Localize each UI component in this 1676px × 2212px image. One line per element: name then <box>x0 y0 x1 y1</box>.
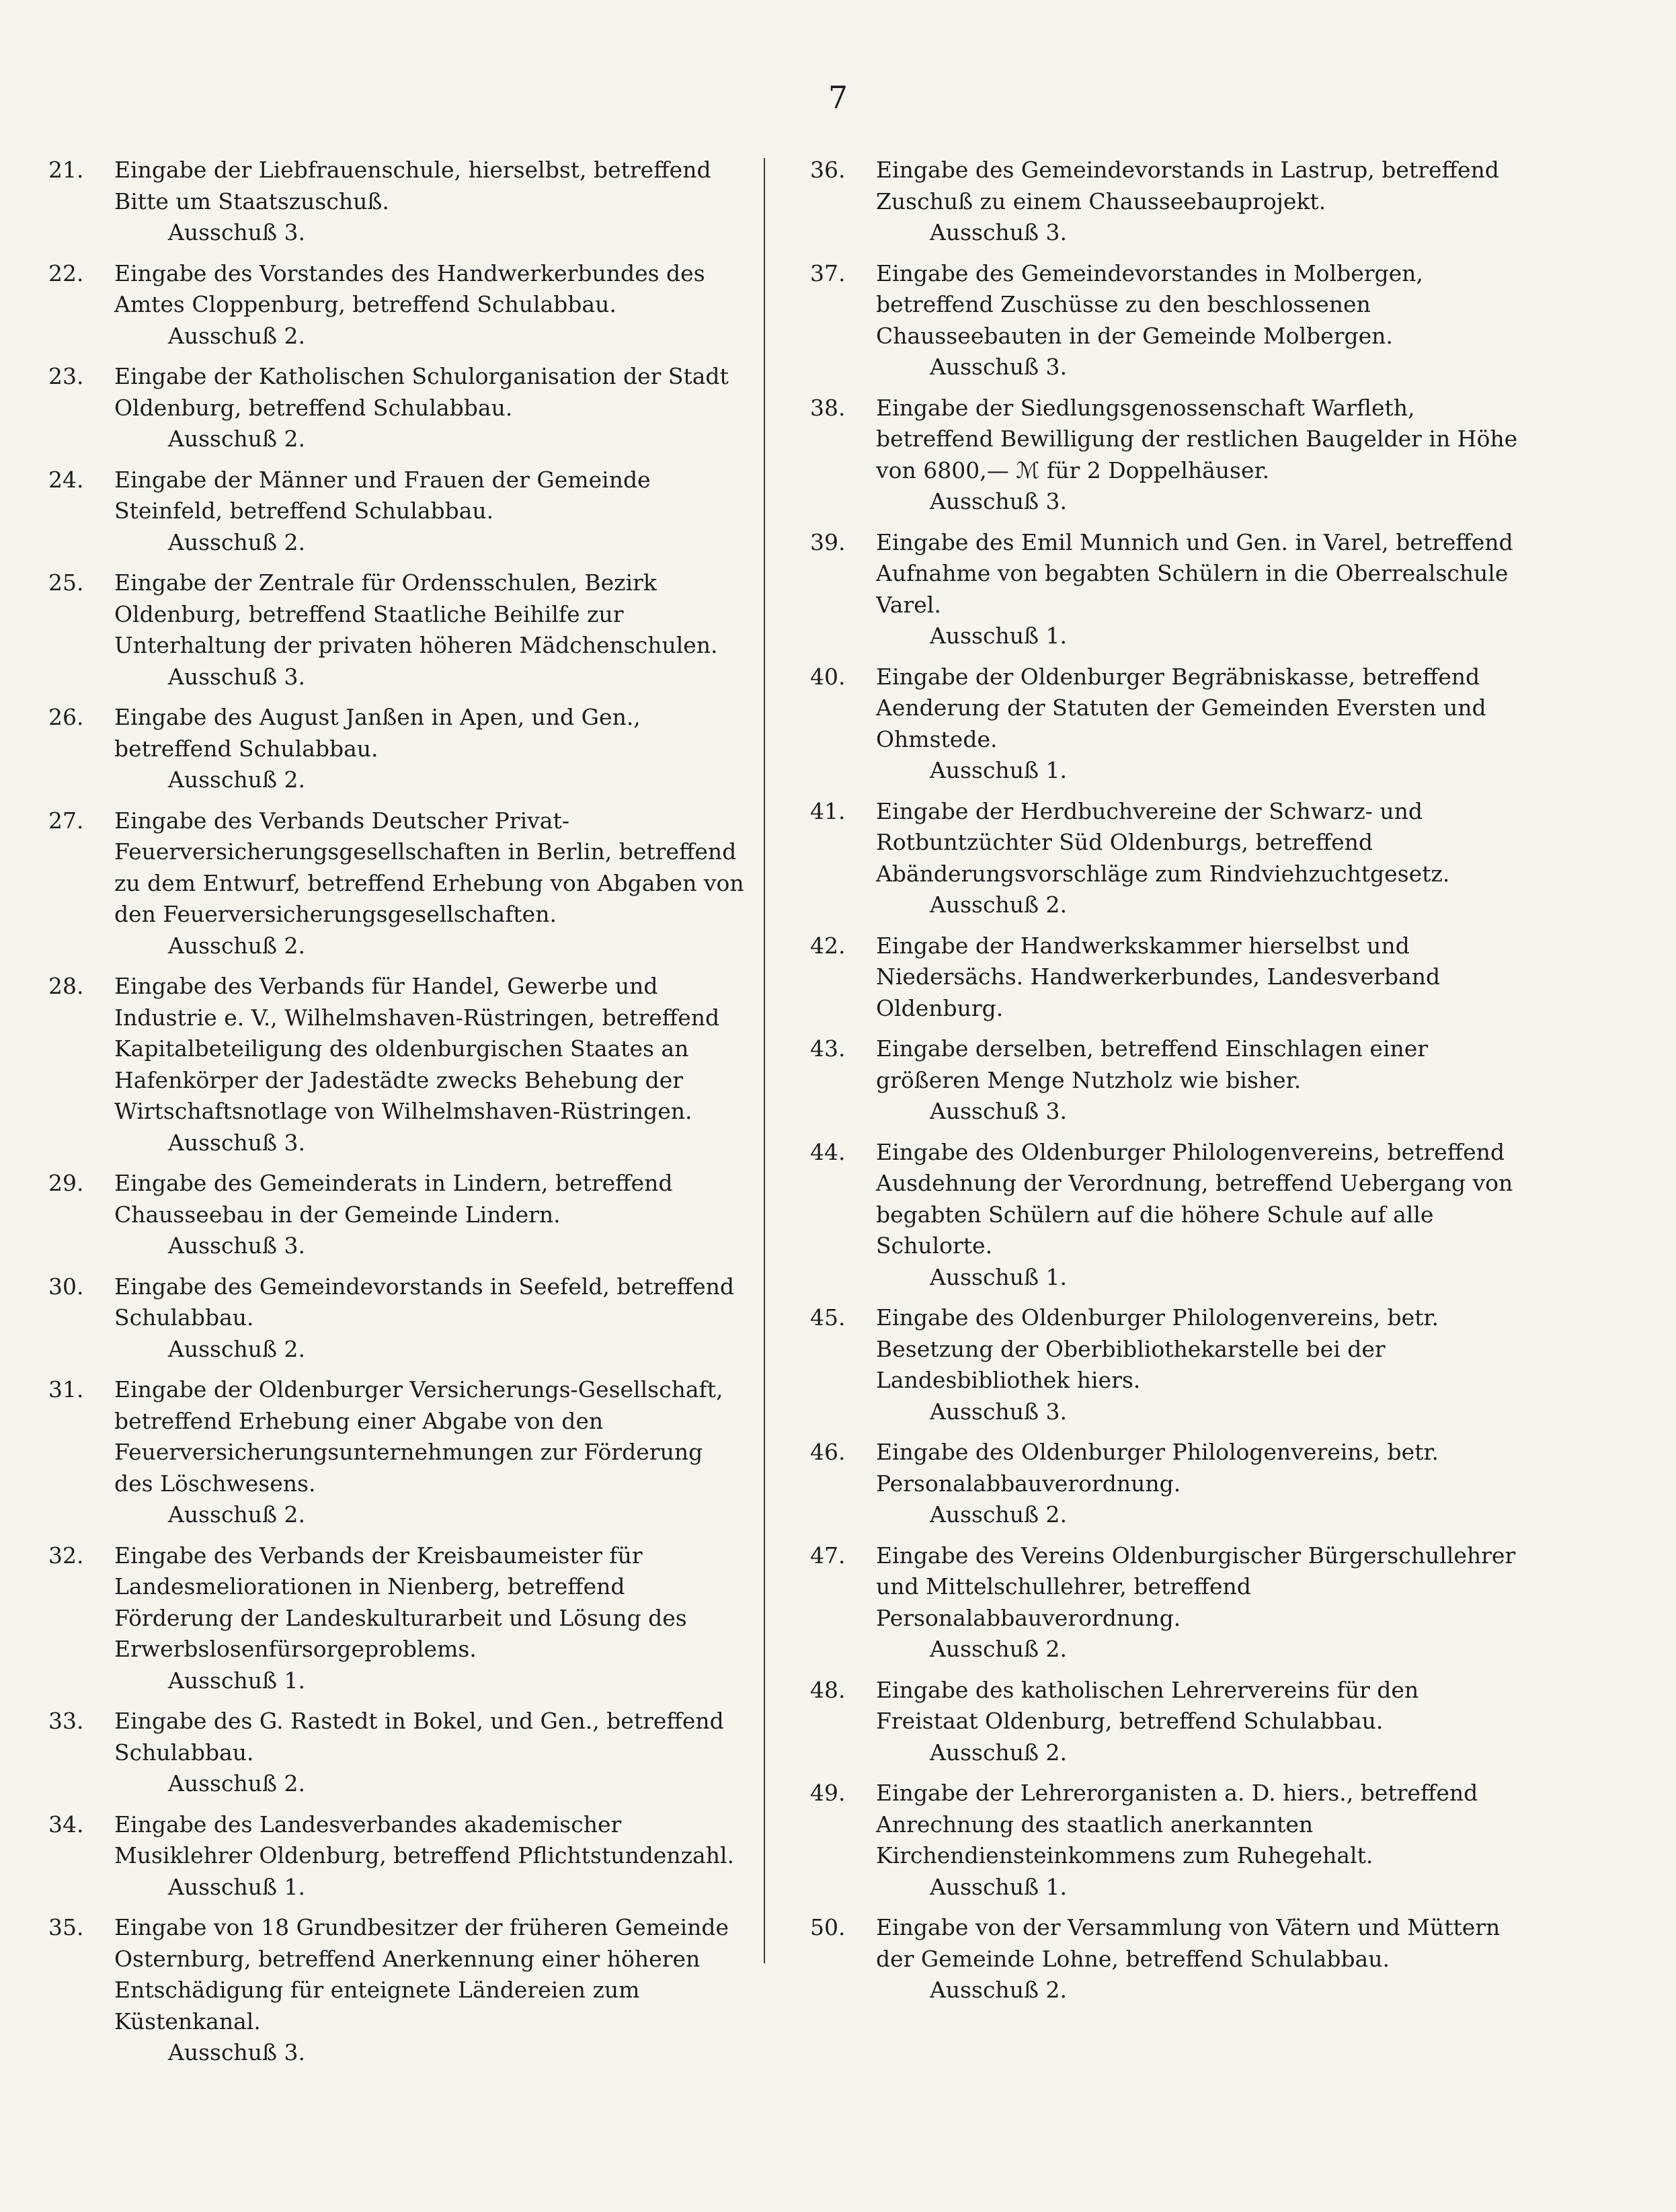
entry-committee: Ausschuß 1. <box>168 1667 305 1694</box>
entry-text: Eingabe des Emil Munnich und Gen. in Varel, betreffend Aufnahme von begabten Schülern in die Oberrealschule Varel. <box>876 528 1513 618</box>
entry-text: Eingabe des Oldenburger Philologenvereins, betreffend Ausdehnung der Verordnung, betreffend Uebergang von begabten Schülern auf die höhere Schule auf alle Schulorte. <box>876 1138 1513 1259</box>
entry-27 <box>48 805 748 962</box>
column-divider <box>764 158 765 1963</box>
entry-committee: Ausschuß 3. <box>168 663 305 690</box>
entry-text: Eingabe des G. Rastedt in Bokel, und Gen., betreffend Schulabbau. <box>114 1708 724 1766</box>
entry-text: Eingabe des Oldenburger Philologenvereins, betr. Personalabbauverordnung. <box>876 1439 1439 1497</box>
entry-committee: Ausschuß 1. <box>930 757 1067 783</box>
entry-31 <box>48 1374 748 1531</box>
entry-number: 21. <box>48 157 84 183</box>
entry-text: Eingabe des Gemeindevorstands in Lastrup, betreffend Zuschuß zu einem Chausseebauprojekt. <box>876 157 1499 214</box>
entry-46 <box>810 1437 1523 1531</box>
entry-number: 42. <box>810 932 846 959</box>
entry-committee: Ausschuß 3. <box>930 488 1067 514</box>
entry-text: Eingabe des August Janßen in Apen, und Gen., betreffend Schulabbau. <box>114 704 641 762</box>
entry-40 <box>810 662 1523 787</box>
entry-text: Eingabe der Katholischen Schulorganisation der Stadt Oldenburg, betreffend Schulabbau. <box>114 363 729 421</box>
entry-number: 25. <box>48 569 84 596</box>
entry-committee: Ausschuß 3. <box>930 1398 1067 1425</box>
entry-number: 35. <box>48 1914 84 1940</box>
entry-37 <box>810 258 1523 383</box>
entry-committee: Ausschuß 2. <box>168 766 305 793</box>
right-column <box>810 155 1523 2016</box>
page-number: 7 <box>828 79 848 116</box>
entry-text: Eingabe des Vorstandes des Handwerkerbundes des Amtes Cloppenburg, betreffend Schulabbau. <box>114 260 705 317</box>
entry-text: Eingabe des Verbands Deutscher Privat-Feuerversicherungsgesellschaften in Berlin, betreffend zu dem Entwurf, betreffend Erhebung von Abgaben von den Feuerversicherungsgesellschaften. <box>114 807 744 927</box>
entry-text: Eingabe des Landesverbandes akademischer Musiklehrer Oldenburg, betreffend Pflichtstundenzahl. <box>114 1811 735 1868</box>
entry-committee: Ausschuß 2. <box>930 1501 1067 1528</box>
entry-committee: Ausschuß 2. <box>930 1977 1067 2003</box>
entry-41 <box>810 796 1523 921</box>
entry-28 <box>48 971 748 1158</box>
entry-text: Eingabe des Oldenburger Philologenvereins, betr. Besetzung der Oberbibliothekarstelle bei der Landesbibliothek hiers. <box>876 1304 1439 1393</box>
entry-committee: Ausschuß 2. <box>168 1501 305 1528</box>
entry-text: Eingabe der Oldenburger Begräbniskasse, betreffend Aenderung der Statuten der Gemeinden Eversten und Ohmstede. <box>876 663 1486 752</box>
entry-text: Eingabe derselben, betreffend Einschlagen einer größeren Menge Nutzholz wie bisher. <box>876 1035 1429 1093</box>
entry-committee: Ausschuß 3. <box>930 354 1067 380</box>
entry-number: 46. <box>810 1439 846 1465</box>
entry-committee: Ausschuß 2. <box>168 528 305 555</box>
entry-50 <box>810 1912 1523 2006</box>
entry-21 <box>48 155 748 249</box>
entry-number: 28. <box>48 973 84 999</box>
entry-text: Eingabe der Lehrerorganisten a. D. hiers., betreffend Anrechnung des staatlich anerkannten Kirchendiensteinkommens zum Ruhegehalt. <box>876 1780 1478 1868</box>
entry-committee: Ausschuß 2. <box>930 892 1067 918</box>
entry-text: Eingabe des Gemeinderats in Lindern, betreffend Chausseebau in der Gemeinde Lindern. <box>114 1170 673 1228</box>
entry-30 <box>48 1271 748 1366</box>
entry-number: 47. <box>810 1542 846 1569</box>
entry-number: 36. <box>810 157 846 183</box>
entry-25 <box>48 567 748 693</box>
entry-33 <box>48 1706 748 1800</box>
entry-number: 24. <box>48 466 84 493</box>
entry-committee: Ausschuß 1. <box>168 1873 305 1900</box>
entry-29 <box>48 1168 748 1262</box>
entry-number: 23. <box>48 363 84 389</box>
entry-number: 26. <box>48 704 84 730</box>
entry-number: 45. <box>810 1304 846 1331</box>
entry-text: Eingabe der Handwerkskammer hierselbst und Niedersächs. Handwerkerbundes, Landesverband Oldenburg. <box>876 932 1441 1021</box>
entry-22 <box>48 258 748 352</box>
entry-text: Eingabe des Gemeindevorstandes in Molbergen, betreffend Zuschüsse zu den beschlossenen Chausseebauten in der Gemeinde Molbergen. <box>876 260 1423 349</box>
entry-39 <box>810 527 1523 652</box>
entry-number: 27. <box>48 807 84 834</box>
entry-committee: Ausschuß 2. <box>168 322 305 349</box>
entry-32 <box>48 1540 748 1697</box>
entry-43 <box>810 1033 1523 1128</box>
entry-36 <box>810 155 1523 249</box>
entry-committee: Ausschuß 3. <box>168 2039 305 2065</box>
entry-committee: Ausschuß 1. <box>930 1873 1067 1900</box>
entry-committee: Ausschuß 2. <box>168 932 305 959</box>
entry-text: Eingabe des Gemeindevorstands in Seefeld, betreffend Schulabbau. <box>114 1273 734 1331</box>
entry-committee: Ausschuß 1. <box>930 1263 1067 1290</box>
entry-committee: Ausschuß 3. <box>930 1098 1067 1124</box>
entry-number: 39. <box>810 528 846 555</box>
entry-number: 32. <box>48 1542 84 1569</box>
entry-number: 30. <box>48 1273 84 1300</box>
entry-24 <box>48 465 748 559</box>
entry-committee: Ausschuß 2. <box>930 1739 1067 1766</box>
entry-number: 48. <box>810 1676 846 1703</box>
entry-number: 31. <box>48 1376 84 1403</box>
entry-number: 22. <box>48 260 84 286</box>
entry-text: Eingabe des Verbands für Handel, Gewerbe und Industrie e. V., Wilhelmshaven-Rüstringen, betreffend Kapitalbeteiligung des oldenburgischen Staates an Hafenkörper der Jadestädte zwecks Behebung der Wirtschaftsnotlage von Wilhelmshaven-Rüstringen. <box>114 973 720 1124</box>
entry-text: Eingabe der Zentrale für Ordensschulen, Bezirk Oldenburg, betreffend Staatliche Beihilfe zur Unterhaltung der privaten höheren Mädchenschulen. <box>114 569 718 658</box>
entry-text: Eingabe der Siedlungsgenossenschaft Warfleth, betreffend Bewilligung der restlichen Baugelder in Höhe von 6800,— ℳ für 2 Doppelhäuser. <box>876 394 1518 483</box>
entry-35 <box>48 1912 748 2069</box>
entry-committee: Ausschuß 3. <box>168 1232 305 1259</box>
entry-number: 49. <box>810 1780 846 1806</box>
entry-44 <box>810 1137 1523 1294</box>
entry-number: 37. <box>810 260 846 286</box>
entry-committee: Ausschuß 2. <box>168 426 305 452</box>
entry-26 <box>48 702 748 796</box>
entry-number: 41. <box>810 797 846 824</box>
entry-number: 33. <box>48 1708 84 1734</box>
entry-47 <box>810 1540 1523 1665</box>
entry-committee: Ausschuß 2. <box>168 1770 305 1796</box>
entry-number: 38. <box>810 394 846 421</box>
entry-committee: Ausschuß 3. <box>168 1129 305 1156</box>
entry-number: 44. <box>810 1138 846 1165</box>
entry-42 <box>810 931 1523 1025</box>
entry-48 <box>810 1675 1523 1769</box>
entry-49 <box>810 1778 1523 1903</box>
entry-number: 40. <box>810 663 846 690</box>
left-column <box>48 155 748 2078</box>
entry-38 <box>810 393 1523 518</box>
entry-text: Eingabe des Vereins Oldenburgischer Bürgerschullehrer und Mittelschullehrer, betreffend Personalabbauverordnung. <box>876 1542 1516 1631</box>
entry-committee: Ausschuß 1. <box>930 623 1067 649</box>
entry-number: 50. <box>810 1914 846 1940</box>
entry-34 <box>48 1809 748 1903</box>
entry-text: Eingabe der Männer und Frauen der Gemeinde Steinfeld, betreffend Schulabbau. <box>114 466 651 524</box>
entry-committee: Ausschuß 2. <box>168 1335 305 1362</box>
entry-text: Eingabe der Liebfrauenschule, hierselbst, betreffend Bitte um Staatszuschuß. <box>114 157 711 214</box>
entry-text: Eingabe von 18 Grundbesitzer der früheren Gemeinde Osternburg, betreffend Anerkennung einer höheren Entschädigung für enteignete Ländereien zum Küstenkanal. <box>114 1914 729 2035</box>
entry-number: 43. <box>810 1035 846 1062</box>
entry-text: Eingabe des Verbands der Kreisbaumeister für Landesmeliorationen in Nienberg, betreffend Förderung der Landeskulturarbeit und Lösung des Erwerbslosenfürsorgeproblems. <box>114 1542 687 1662</box>
entry-45 <box>810 1302 1523 1427</box>
entry-text: Eingabe des katholischen Lehrervereins für den Freistaat Oldenburg, betreffend Schulabbau. <box>876 1676 1419 1734</box>
entry-text: Eingabe der Oldenburger Versicherungs-Gesellschaft, betreffend Erhebung einer Abgabe von den Feuerversicherungsunternehmungen zur Förderung des Löschwesens. <box>114 1376 723 1497</box>
entry-committee: Ausschuß 2. <box>930 1636 1067 1662</box>
entry-23 <box>48 361 748 455</box>
entry-committee: Ausschuß 3. <box>930 219 1067 245</box>
entry-text: Eingabe der Herdbuchvereine der Schwarz- und Rotbuntzüchter Süd Oldenburgs, betreffend Abänderungsvorschläge zum Rindviehzuchtgesetz. <box>876 797 1450 887</box>
entry-text: Eingabe von der Versammlung von Vätern und Müttern der Gemeinde Lohne, betreffend Schulabbau. <box>876 1914 1501 1972</box>
entry-number: 29. <box>48 1170 84 1196</box>
entry-number: 34. <box>48 1811 84 1838</box>
entry-committee: Ausschuß 3. <box>168 219 305 245</box>
